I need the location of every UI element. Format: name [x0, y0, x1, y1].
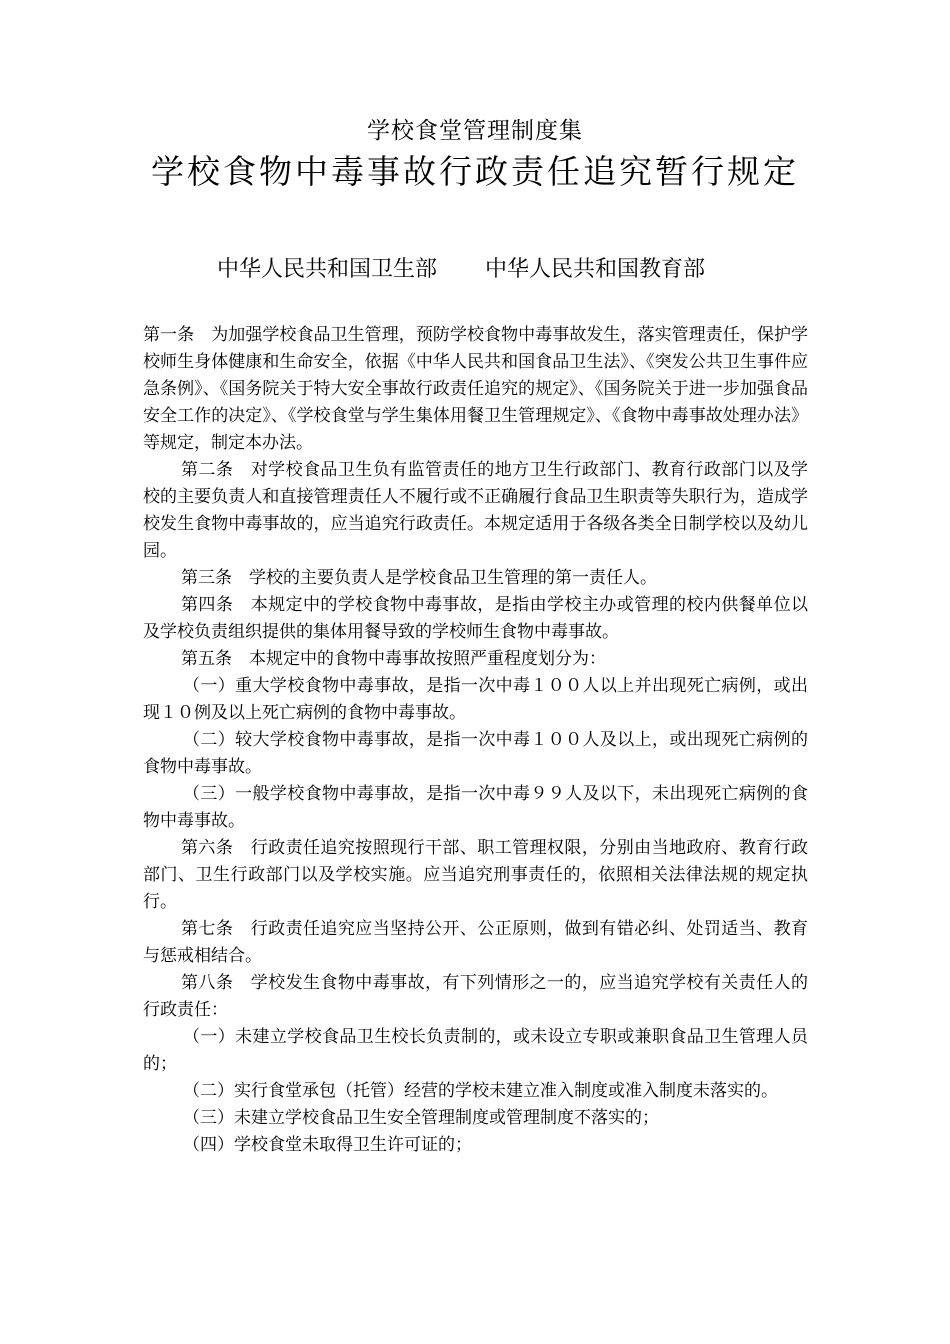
- article-5-item-1: （一）重大学校食物中毒事故，是指一次中毒１００人以上并出现死亡病例，或出现１０例及以上死亡病例的食物中毒事故。: [143, 676, 808, 723]
- article-8-item-2: （二）实行食堂承包（托管）经营的学校未建立准入制度或准入制度未落实的。: [183, 1081, 778, 1101]
- article-4: 第四条 本规定中的学校食物中毒事故，是指由学校主办或管理的校内供餐单位以及学校负责组织提供的集体用餐导致的学校师生食物中毒事故。: [143, 595, 808, 642]
- article-2: 第二条 对学校食品卫生负有监管责任的地方卫生行政部门、教育行政部门以及学校的主要负责人和直接管理责任人不履行或不正确履行食品卫生职责等失职行为，造成学校发生食物中毒事故的，应当追究行政责任。本规定适用于各级各类全日制学校以及幼儿园。: [143, 460, 808, 561]
- article-8-item-3: （三）未建立学校食品卫生安全管理制度或管理制度不落实的；: [183, 1108, 659, 1128]
- article-5-item-3: （三）一般学校食物中毒事故，是指一次中毒９９人及以下，未出现死亡病例的食物中毒事故。: [143, 784, 808, 831]
- article-3: 第三条 学校的主要负责人是学校食品卫生管理的第一责任人。: [181, 568, 657, 588]
- document-body: [143, 322, 808, 1159]
- series-title: 学校食堂管理制度集: [367, 118, 583, 144]
- article-8-item-1: （一）未建立学校食品卫生校长负责制的，或未设立专职或兼职食品卫生管理人员的；: [143, 1027, 808, 1074]
- issuer-health-ministry: 中华人民共和国卫生部: [217, 257, 438, 282]
- article-8: 第八条 学校发生食物中毒事故，有下列情形之一的，应当追究学校有关责任人的行政责任：: [143, 973, 808, 1020]
- article-8-item-4: （四）学校食堂未取得卫生许可证的；: [183, 1135, 472, 1155]
- page-title: 学校食物中毒事故行政责任追究暂行规定: [151, 152, 799, 191]
- issuing-authorities: [217, 254, 837, 286]
- article-1: 第一条 为加强学校食品卫生管理，预防学校食物中毒事故发生，落实管理责任，保护学校师生身体健康和生命安全，依据《中华人民共和国食品卫生法》、《突发公共卫生事件应急条例》、《国务院关于特大安全事故行政责任追究的规定》、《国务院关于进一步加强食品安全工作的决定》、《学校食堂与学生集体用餐卫生管理规定》、《食物中毒事故处理办法》等规定，制定本办法。: [143, 325, 808, 453]
- article-5-item-2: （二）较大学校食物中毒事故，是指一次中毒１００人及以上，或出现死亡病例的食物中毒事故。: [143, 730, 808, 777]
- article-5: 第五条 本规定中的食物中毒事故按照严重程度划分为：: [181, 649, 606, 669]
- article-6: 第六条 行政责任追究按照现行干部、职工管理权限，分别由当地政府、教育行政部门、卫生行政部门以及学校实施。应当追究刑事责任的，依照相关法律法规的规定执行。: [143, 838, 808, 912]
- article-7: 第七条 行政责任追究应当坚持公开、公正原则，做到有错必纠、处罚适当、教育与惩戒相结合。: [143, 919, 808, 966]
- issuer-education-ministry: 中华人民共和国教育部: [485, 257, 706, 282]
